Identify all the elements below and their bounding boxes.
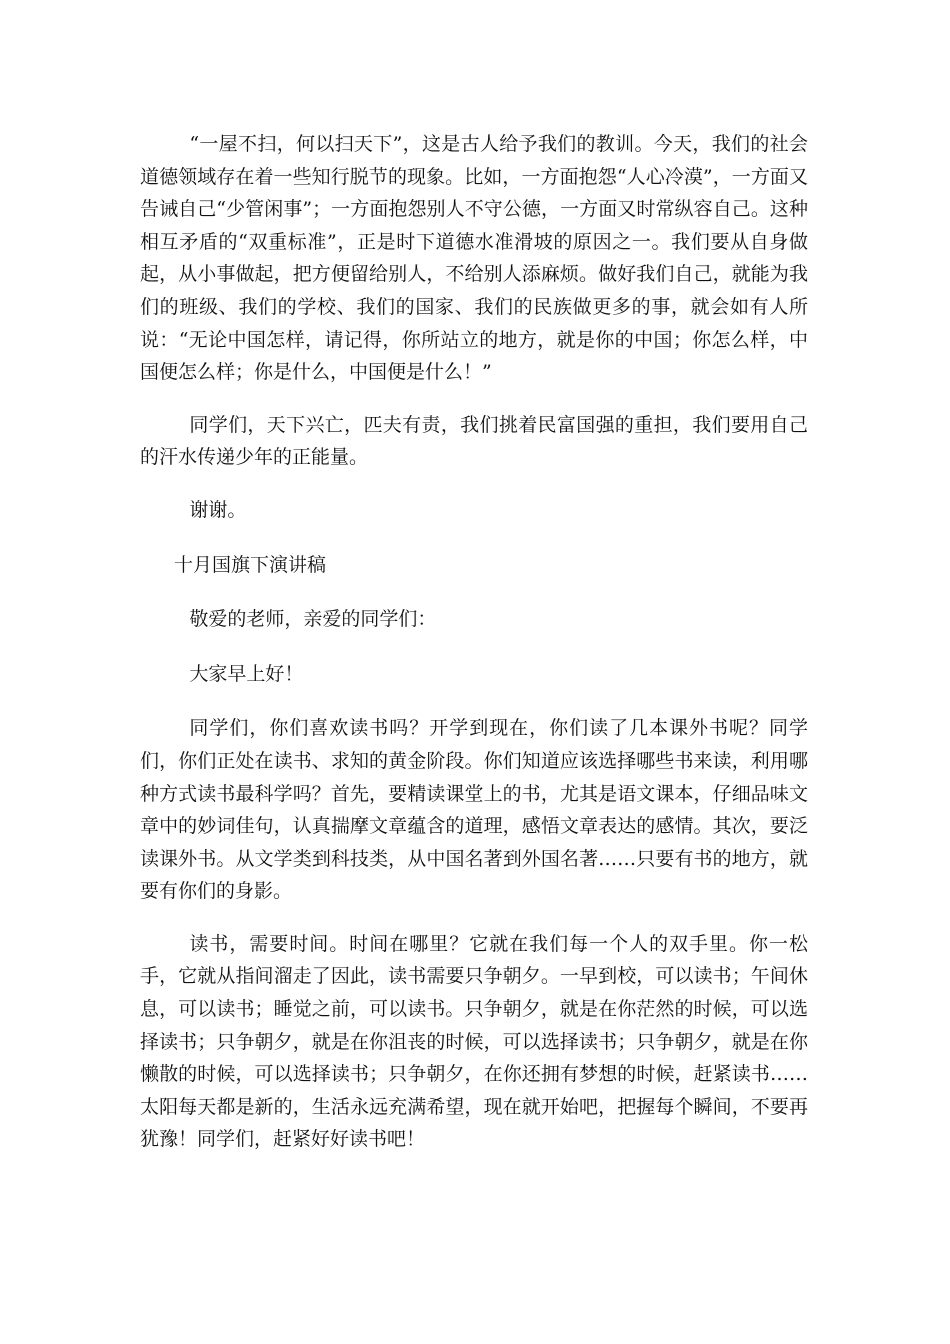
paragraph-greeting: 大家早上好！ [189, 662, 304, 685]
speech-title: 十月国旗下演讲稿 [174, 553, 327, 576]
paragraph-salutation: 敬爱的老师，亲爱的同学们： [189, 608, 437, 631]
paragraph-reading-books: 同学们，你们喜欢读书吗？开学到现在，你们读了几本课外书呢？同学们，你们正处在读书、求知的黄金阶段。你们知道应该选择哪些书来读，利用哪种方式读书最科学吗？首先，要精读课堂上的书，尤其是语文课本，仔细品味文章中的妙词佳句，认真揣摩文章蕴含的道理，感悟文章表达的感情。其次，要泛读课外书。从文学类到科技类，从中国名著到外国名著……只要有书的地方，就要有你们的身影。 [140, 717, 808, 903]
paragraph-thanks: 谢谢。 [189, 498, 247, 521]
paragraph-responsibility: 同学们，天下兴亡，匹夫有责，我们挑着民富国强的重担，我们要用自己的汗水传递少年的正能量。 [140, 413, 808, 469]
document-body [140, 128, 808, 1156]
paragraph-moral-standards: “一屋不扫，何以扫天下”，这是古人给予我们的教训。今天，我们的社会道德领域存在着一些知行脱节的现象。比如，一方面抱怨“人心冷漠”，一方面又告诫自己“少管闲事”；一方面抱怨别人不守公德，一方面又时常纵容自己。这种相互矛盾的“双重标准”，正是时下道德水准滑坡的原因之一。我们要从自身做起，从小事做起，把方便留给别人，不给别人添麻烦。做好我们自己，就能为我们的班级、我们的学校、我们的国家、我们的民族做更多的事，就会如有人所说：“无论中国怎样，请记得，你所站立的地方，就是你的中国；你怎么样，中国便怎么样；你是什么，中国便是什么！” [140, 133, 808, 384]
paragraph-reading-time: 读书，需要时间。时间在哪里？它就在我们每一个人的双手里。你一松手，它就从指间溜走了因此，读书需要只争朝夕。一早到校，可以读书；午间休息，可以读书；睡觉之前，可以读书。只争朝夕，就是在你茫然的时候，可以选择读书；只争朝夕，就是在你沮丧的时候，可以选择读书；只争朝夕，就是在你懒散的时候，可以选择读书；只争朝夕，在你还拥有梦想的时候，赶紧读书……太阳每天都是新的，生活永远充满希望，现在就开始吧，把握每个瞬间，不要再犹豫！同学们，赶紧好好读书吧！ [140, 932, 808, 1151]
